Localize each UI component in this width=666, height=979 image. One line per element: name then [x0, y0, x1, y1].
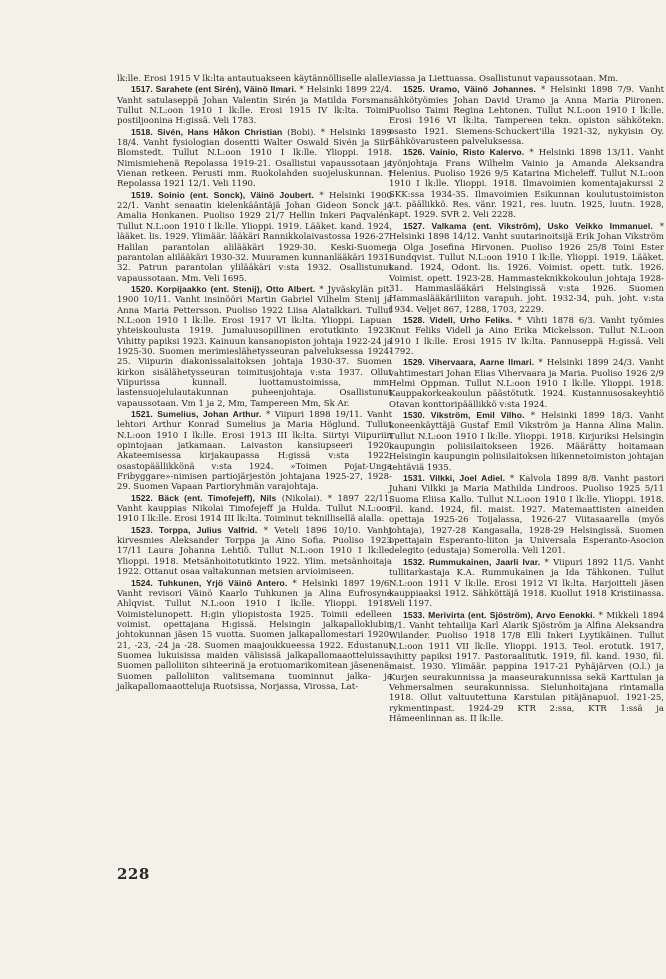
entry-text: * Helsinki 1898 13/11. Vanht työnjohtaja Frans Wilhelm Vainio ja Amanda Aleksandra Helenius. Puoliso 1926 9/5 Katarina Micheleff. Tullut N.L:oon 1910 I lk:lle. Ylioppi. 1918. Ilmavoimien komentajakurssi 2 SKK:ssa 1934-35. Ilmavoimien Esikunnan koulutustoimiston v.t. päällikkö. Res. vänr. 1921, res. luutn. 1925, luutn. 1928, kapt. 1929. SVR 2. Veli 2228.	[389, 148, 664, 221]
entry-text: * Helsinki 1898 14/12. Vanht suutarinoitsijä Erik Johan Vikström ja Olga Josefina Hirvonen. Puoliso 1926 25/8 Toini Ester Sundqvist. Tullut N.L:oon 1910 I lk:lle. Ylioppi. 1919. Lääket. kand. 1924, Odont. lis. 1926. Voimist. opett. tutk. 1926. Voimist. opett. 1923-28. Hammasteknikkokoulun johtaja 1928-31. Hammaslääkäri Helsingissä v:sta 1926. Suomen Hammaslääkäriliiton varapuh. joht. 1932-34, puh. joht. v:sta 1934. Veljet 867, 1288, 1703, 2229.	[389, 221, 665, 315]
biography-entry	[389, 473, 664, 557]
entry-text: * Helsinki 1899 24/3. Vanht vahtimestari Johan Elias Vihervaara ja Maria. Puoliso 1926 2/9 Helmi Oppman. Tullut N.L:oon 1910 I lk:lle. Ylioppi. 1918. Kauppakorkeakoulun päästötutk. 1924. Kustannusosakeyhtiö Otavan konttoripäällikkö v:sta 1924.	[389, 358, 664, 410]
biography-entry	[389, 610, 664, 725]
entry-text: * Jyväskylän pit. 1900 10/11. Vanht insinööri Martin Gabriel Vilhelm Stenij ja Anna Maria Pettersson. Puoliso 1922 Liisa Alatalkkari. Tullut N.L:oon 1910 I lk:lle. Erosi 1917 VI lk:lta. Ylioppi. Lapuan yhteiskoulusta 1919. Jumaluusopillinen erotutkinto 1923. Vihitty papiksi 1923. Kainuun kansanopiston johtaja 1922-24 ja 1925-30. Suomen merimieslähetysseuran palveluksessa 1924-25. Viipurin diakonissalaitoksen johtaja 1930-37. Suomen kirkon sisälähetysseuran toimitusjohtaja v:sta 1937. Ollut Viipurissa kunnall. luottamustoimissa, mm. lastensuojelulautakunnan puheenjohtaja. Osallistunut vapaussotaan. Vm 1 ja 2, Mm, Tampereen Mm, Sk Ar.	[117, 284, 393, 409]
entry-heading: 1522. Bäck (ent. Timofejeff), Nils	[131, 492, 277, 503]
biography-entry	[389, 74, 664, 84]
entry-heading: 1531. Vilkki, Joel Adiel.	[403, 473, 506, 484]
biography-entry	[389, 357, 664, 410]
entry-text: * Kalvola 1899 8/8. Vanht pastori Juhani Vilkki ja Maria Mathilda Lindroos. Puoliso 1925 5/11 Suoma Eliisa Kallo. Tullut N.L:oon 1910 I lk:lle. Ylioppi. 1918. Fil. kand. 1924, fil. maist. 1927. Matemaattisten aineiden opettaja 1925-26 Toijalassa, 1926-27 Viitasaarella (myös johtaja), 1927-28 Kangasalla, 1928-29 Helsingissä. Suomen opettajain Esperanto-liiton ja Universala Esperanto-Asocion delegito (edustaja) Somerolla. Veli 1201.	[389, 474, 664, 557]
biography-entry	[389, 315, 664, 357]
entry-heading: 1520. Korpijaakko (ent. Stenij), Otto Albert.	[131, 283, 316, 294]
entry-heading: 1519. Soinio (ent. Sonck), Väinö Joubert.	[131, 189, 314, 200]
biography-entry	[117, 284, 392, 409]
entry-heading: 1529. Vihervaara, Aarne Ilmari.	[403, 357, 535, 368]
biography-entry	[117, 190, 392, 284]
entry-text: * Viipuri 1898 19/11. Vanht lehtori Arthur Konrad Sumelius ja Maria Höglund. Tullut N.L:oon 1910 I lk:lle. Erosi 1913 III lk:lta. Siirtyi Viipuriin opintojaan jatkamaan. Laivaston kansiupseeri 1920. Akateemisessa kirjakaupassa H:gissä v:sta 1922, osastopäällikkönä v:sta 1924. »Toimen Pojat-Unga Fribyggare»-nimisen partiojärjestön johtajana 1925-27, 1928-29. Suomen Vapaan Partioryhmän varajohtaja.	[117, 410, 393, 493]
entry-heading: 1517. Sarahete (ent Sirén), Väinö Ilmari.	[131, 84, 297, 95]
biography-entry	[117, 84, 392, 126]
entry-text: * Mikkeli 1894 3/1. Vanht tehtailija Karl Alarik Sjöström ja Alfina Aleksandra Wilander. Puoliso 1918 17/8 Elli Inkeri Lyytikäinen. Tullut N.L:oon 1911 VII lk:lle. Ylioppi. 1913. Teol. erotutk. 1917, vihitty papiksi 1917. Pastoraalitutk. 1919, fil. kand. 1930, fil. maist. 1930. Ylimäär. pappina 1917-21 Pyhäjärven (O.l.) ja Kurjen seurakunnissa ja maaseurakunnissa sekä Karttulan ja Vehmersalmen seurakunnissa. Sielunhoitajana rintamalla 1918. Ollut valtuutettuna Karstulan pitäjänapuol. 1921-25, rykmentinpast. 1924-29 KTR 2:ssa, KTR 1:ssä ja Hämeenlinnan as. II lk:lle.	[389, 610, 665, 724]
biography-entry	[117, 578, 392, 693]
entry-text: * Helsinki 1897 19/6. Vanht revisori Väinö Kaarlo Tuhkunen ja Alina Eufrosyne Ahlqvist. Tullut N.L:oon 1910 I lk:lle. Ylioppi. 1918. Voimistelunopett. H:gin yliopistosta 1925. Toimii edelleen voimist. opettajana H:gissä. Helsingin jalkapalloklubin johtokunnan jäsen 15 vuotta. Suomen jalkapallomestari 1920-21, -23, -24 ja -28. Suomen maajoukkueessa 1922. Edustanut Suomea lukuisissa maiden välisissä jalkapallomaaotteluissa. Suomen palloliiton sihteerinä ja erotuomarikomitean jäsenenä. Suomen palloliiton valitsemana tuominnut jalka- ja jalkapallomaaotteluja Ruotsissa, Norjassa, Virossa, Lat-	[117, 578, 392, 692]
biography-entry	[117, 74, 392, 84]
biography-entry	[389, 221, 664, 315]
biography-entry	[117, 127, 392, 190]
biography-entry	[117, 493, 392, 525]
entry-text: * Helsinki 1898 7/9. Vanht sähkötyömies Johan David Uramo ja Anna Maria Piironen. Puoliso Taimi Regina Lehtonen. Tullut N.L:oon 1910 I lk:lle. Erosi 1916 VI lk:lta. Tampereen tekn. opiston sähkötekn. osasto 1921. Siemens-Schuckert'illa 1921-32, nykyisin Oy. Sähkövarusteen palveluksessa.	[389, 85, 665, 148]
entry-heading: 1527. Valkama (ent. Vikström), Usko Veikko Immanuel.	[403, 220, 653, 231]
biography-entry	[389, 410, 664, 473]
entry-text: * Helsinki 1899 18/3. Vanht koneenkäyttäjä Gustaf Emil Vikström ja Hanna Alina Malin. Tullut N.L:oon 1910 I lk:lle. Ylioppi. 1918. Kirjuriksi Helsingin kaupungin poliisilaitokseen 1926. Määrätty hoitamaan Helsingin kaupungin poliisilaitoksen liikennetoimiston johtajan tehtäviä 1935.	[389, 411, 664, 473]
biography-entry	[389, 84, 664, 147]
entry-text: * Viipuri 1892 11/5. Vanht tullitarkastaja K.A. Rummukainen ja Ida Tähkonen. Tullut N.L:oon 1911 V lk:lle. Erosi 1912 VI lk:lta. Harjoitteli jäsen kauppiaaksi 1912. Sähköttäjä 1918. Kuollut 1918 Kristiinassa. Veli 1197.	[389, 557, 665, 610]
entry-heading: 1524. Tuhkunen, Yrjö Väinö Antero.	[131, 577, 288, 588]
entry-heading: 1533. Merivirta (ent. Sjöström), Arvo Eenokki.	[403, 609, 596, 620]
biography-entry	[389, 147, 664, 220]
biography-entry	[389, 557, 664, 610]
entry-text: * Vihti 1878 6/3. Vanht työmies Knut Feliks Videll ja Aino Erika Mickelsson. Tullut N.L:oon 1910 I lk:lle. Erosi 1915 IV lk:lta. Pannuseppä H:gissä. Veli 1792.	[389, 315, 664, 357]
page-number: 228	[117, 865, 150, 883]
entry-text: * Helsinki 1900 22/1. Vanht senaatin kielenkääntäjä Johan Gideon Sonck ja Amalia Honkanen. Puoliso 1929 21/7 Hellin Inkeri Paqvalén. Tullut N.L:oon 1910 I lk:lle. Ylioppi. 1919. Lääket. kand. 1924, lääket. lis. 1929. Ylimäär. lääkäri Rannikkolaivastossa 1926-27. Halilan parantolan alilääkäri 1929-30. Keski-Suomen parantolan alilääkäri 1930-32. Muuramen kunnanlääkäri 1931-32. Patrun parantolan ylilääkäri v:sta 1932. Osallistunut vapaussotaan. Mm. Veli 1695.	[117, 190, 392, 284]
biography-entry	[117, 525, 392, 578]
entry-text: * Veteli 1896 10/10. Vanht kirvesmies Aleksander Torppa ja Aino Sofia. Puoliso 1923 17/11 Laura Johanna Lehtiö. Tullut N.L:oon 1910 I lk:lle. Ylioppi. 1918. Metsänhoitotutkinto 1922. Ylim. metsänhoitaja 1922. Ottanut osaa valtakunnan metsien arvioimiseen.	[117, 525, 393, 578]
entry-text: lk:lle. Erosi 1915 V lk:lta antautuakseen käytännölliselle alalle.	[117, 74, 391, 84]
entry-heading: 1532. Rummukainen, Jaarli Ivar.	[403, 556, 541, 567]
entry-heading: 1525. Uramo, Väinö Johannes.	[403, 84, 537, 95]
entry-heading: 1521. Sumelius, Johan Arthur.	[131, 409, 262, 419]
entry-text: viassa ja Liettuassa. Osallistunut vapaussotaan. Mm.	[389, 74, 619, 84]
biography-entry	[117, 409, 392, 493]
entry-text: (Nikolai). * 1897 22/11. Vanht kauppias Nikolai Timofejeff ja Hulda. Tullut N.L:oon 1910 I lk:lle. Erosi 1914 III lk:lta. Toiminut teknillisellä alalla.	[117, 493, 393, 525]
entry-text: (Bobi). * Helsinki 1899 18/4. Vanht fysiologian dosentti Walter Oswald Sivén ja Siiri Blomstedt. Tullut N.L:oon 1910 I lk:lle. Ylioppi. 1918. Nimismiehenä Repolassa 1919-21. Osallistui vapaussotaan ja Vienan retkeen. Perusti mm. Ruokolahden suojeluskunnan. † Repolassa 1921 12/1. Veli 1190.	[117, 127, 392, 190]
entry-heading: 1530. Vikström, Emil Vilho.	[403, 410, 525, 420]
entry-heading: 1526. Vainio, Risto Kalervo.	[403, 147, 525, 158]
entry-heading: 1528. Videll, Urho Feliks.	[403, 314, 513, 325]
entry-heading: 1518. Sivén, Hans Håkon Christian	[131, 126, 283, 137]
entry-heading: 1523. Torppa, Julius Valfrid.	[131, 524, 258, 535]
right-column	[389, 74, 664, 724]
left-column	[117, 74, 392, 692]
entry-text: * Helsinki 1899 22/4. Vanht satulaseppä Johan Valentin Sirén ja Matilda Forsman. Tullut N.L:oon 1910 I lk:lle. Erosi 1915 IV lk:lta. Toimii postiljoonina H:gissä. Veli 1783.	[117, 85, 392, 127]
